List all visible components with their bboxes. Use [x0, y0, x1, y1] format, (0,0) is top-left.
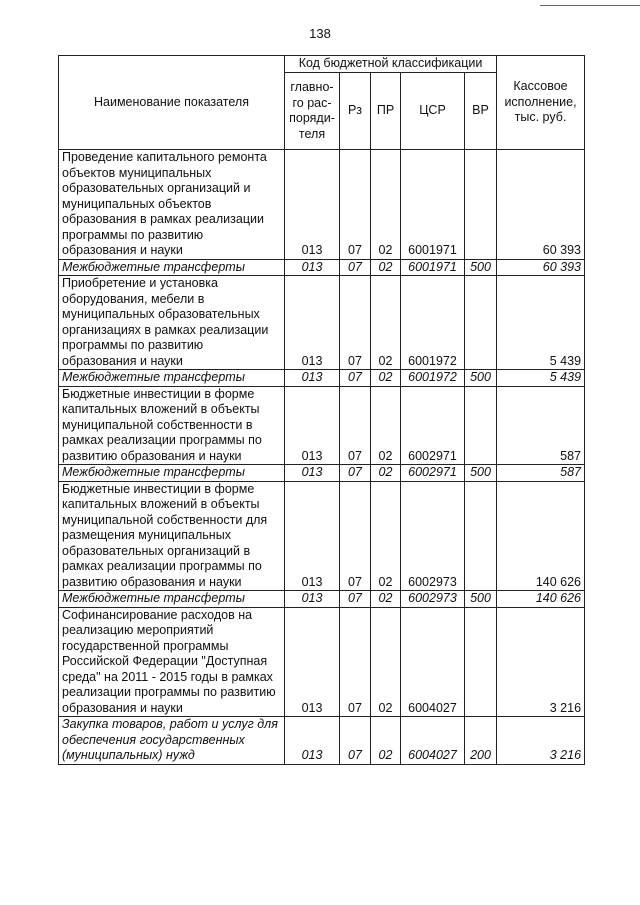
row-pr: 02 [371, 607, 401, 717]
row-vr [465, 607, 497, 717]
row-amount: 60 393 [497, 259, 585, 276]
row-csr: 6004027 [401, 607, 465, 717]
row-vr: 500 [465, 591, 497, 608]
row-csr: 6004027 [401, 717, 465, 765]
header-main-admin-line: теля [298, 126, 326, 141]
row-amount: 587 [497, 465, 585, 482]
row-gr: 013 [285, 717, 340, 765]
row-name: Закупка товаров, работ и услуг для обеспечения государственных (муниципальных) нужд [59, 717, 285, 765]
row-name: Межбюджетные трансферты [59, 370, 285, 387]
page-number: 138 [309, 26, 331, 41]
row-pr: 02 [371, 717, 401, 765]
row-pr: 02 [371, 150, 401, 260]
header-main-admin-line: го рас- [292, 95, 332, 110]
table-row [59, 150, 585, 260]
header-main-admin-line: главно- [290, 80, 334, 94]
row-vr [465, 386, 497, 465]
row-rz: 07 [340, 465, 371, 482]
row-name: Межбюджетные трансферты [59, 465, 285, 482]
row-amount: 140 626 [497, 481, 585, 591]
header-rz: Рз [340, 73, 371, 150]
row-name: Приобретение и установка оборудования, мебели в муниципальных образовательных организациях в рамках реализации программы по развитию образования и науки [59, 276, 285, 370]
row-amount: 60 393 [497, 150, 585, 260]
row-pr: 02 [371, 276, 401, 370]
row-csr: 6001972 [401, 370, 465, 387]
row-pr: 02 [371, 259, 401, 276]
row-rz: 07 [340, 150, 371, 260]
row-amount: 5 439 [497, 370, 585, 387]
table-row [59, 370, 585, 387]
row-rz: 07 [340, 370, 371, 387]
row-rz: 07 [340, 717, 371, 765]
row-gr: 013 [285, 465, 340, 482]
row-gr: 013 [285, 276, 340, 370]
table-row [59, 259, 585, 276]
row-vr: 500 [465, 465, 497, 482]
row-rz: 07 [340, 591, 371, 608]
row-rz: 07 [340, 386, 371, 465]
row-pr: 02 [371, 386, 401, 465]
row-rz: 07 [340, 481, 371, 591]
row-pr: 02 [371, 465, 401, 482]
header-code-group: Код бюджетной классификации [285, 56, 497, 73]
row-name: Софинансирование расходов на реализацию мероприятий государственной программы Российской Федерации "Доступная среда" на 2011 - 2015 годы в рамках реализации программы по развитию образования и науки [59, 607, 285, 717]
header-vr: ВР [465, 73, 497, 150]
budget-table [58, 55, 585, 765]
row-amount: 587 [497, 386, 585, 465]
header-csr: ЦСР [401, 73, 465, 150]
row-csr: 6001972 [401, 276, 465, 370]
table-row [59, 276, 585, 370]
row-gr: 013 [285, 607, 340, 717]
row-csr: 6001971 [401, 150, 465, 260]
header-amount: Кассовое исполнение, тыс. руб. [497, 56, 585, 150]
row-pr: 02 [371, 481, 401, 591]
row-vr: 500 [465, 370, 497, 387]
row-pr: 02 [371, 370, 401, 387]
table-row [59, 465, 585, 482]
row-gr: 013 [285, 259, 340, 276]
header-name: Наименование показателя [59, 56, 285, 150]
row-vr [465, 481, 497, 591]
row-vr [465, 150, 497, 260]
row-rz: 07 [340, 259, 371, 276]
row-csr: 6002971 [401, 465, 465, 482]
table-row [59, 591, 585, 608]
row-csr: 6002973 [401, 591, 465, 608]
row-name: Проведение капитального ремонта объектов муниципальных образовательных организаций и муниципальных объектов образования в рамках реализации программы по развитию образования и науки [59, 150, 285, 260]
row-name: Межбюджетные трансферты [59, 591, 285, 608]
row-vr: 200 [465, 717, 497, 765]
row-gr: 013 [285, 591, 340, 608]
table-row [59, 717, 585, 765]
header-main-admin [285, 73, 340, 150]
row-amount: 140 626 [497, 591, 585, 608]
row-pr: 02 [371, 591, 401, 608]
row-rz: 07 [340, 607, 371, 717]
row-vr: 500 [465, 259, 497, 276]
row-amount: 3 216 [497, 717, 585, 765]
table-row [59, 481, 585, 591]
row-gr: 013 [285, 370, 340, 387]
row-name: Бюджетные инвестиции в форме капитальных вложений в объекты муниципальной собственности для размещения муниципальных образовательных организаций в рамках реализации программы по развитию образования и науки [59, 481, 285, 591]
row-gr: 013 [285, 150, 340, 260]
row-rz: 07 [340, 276, 371, 370]
row-amount: 3 216 [497, 607, 585, 717]
header-main-admin-line: поряди- [289, 111, 335, 125]
row-csr: 6002971 [401, 386, 465, 465]
row-amount: 5 439 [497, 276, 585, 370]
row-gr: 013 [285, 386, 340, 465]
row-gr: 013 [285, 481, 340, 591]
header-pr: ПР [371, 73, 401, 150]
top-rule [540, 5, 640, 6]
row-name: Межбюджетные трансферты [59, 259, 285, 276]
table-row [59, 607, 585, 717]
row-csr: 6002973 [401, 481, 465, 591]
row-name: Бюджетные инвестиции в форме капитальных вложений в объекты муниципальной собственности в рамках реализации программы по развитию образования и науки [59, 386, 285, 465]
row-csr: 6001971 [401, 259, 465, 276]
row-vr [465, 276, 497, 370]
table-row [59, 386, 585, 465]
